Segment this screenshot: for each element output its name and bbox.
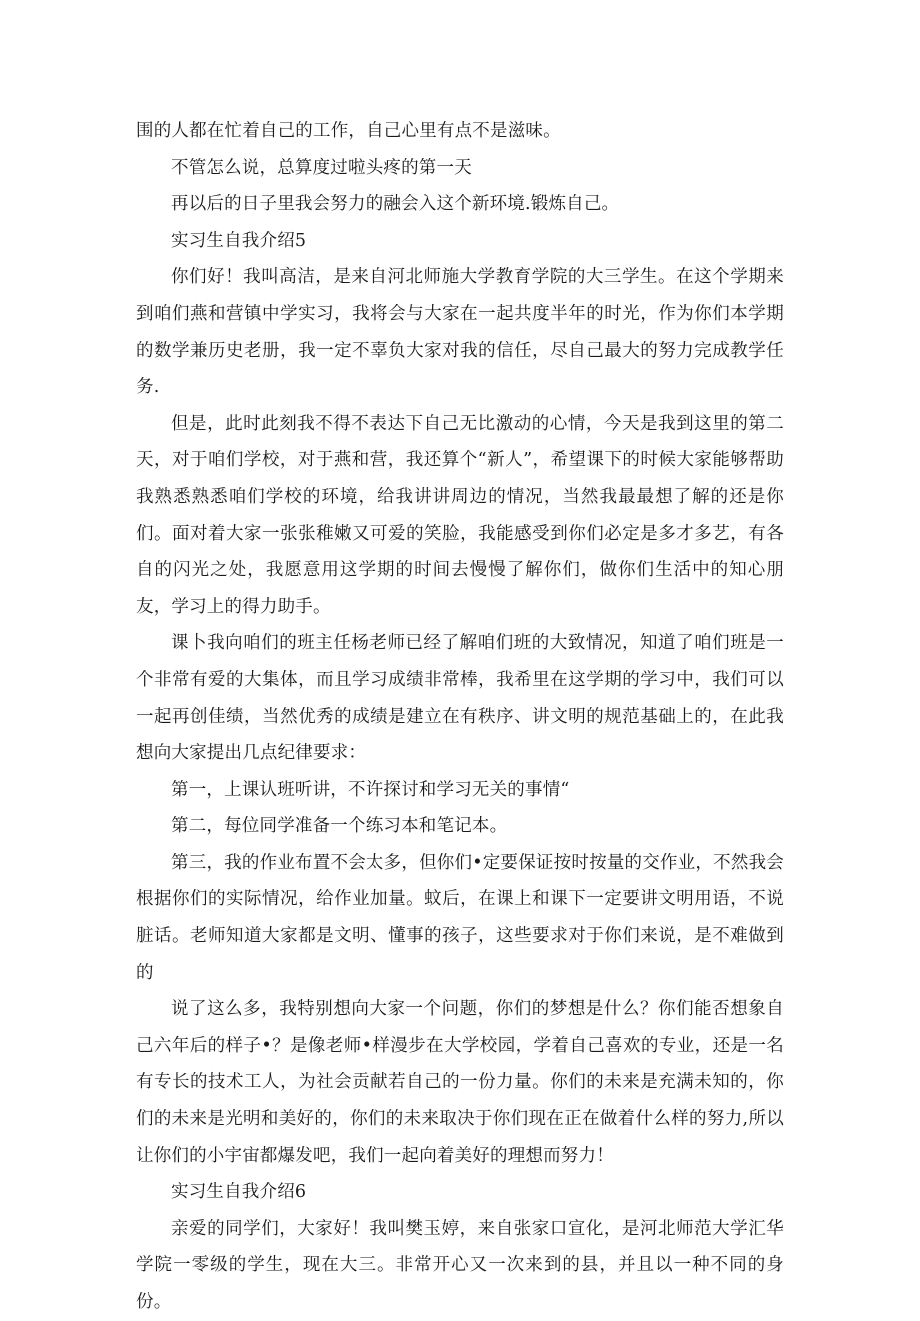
document-body (136, 113, 784, 1321)
paragraph: 不管怎么说，总算度过啦头疼的第一天 (171, 157, 472, 178)
section-heading-5: 实习生自我介绍5 (171, 230, 307, 251)
paragraph-continuation: 围的人都在忙着自己的工作，自己心里有点不是滋味。 (136, 121, 561, 141)
paragraph: 说了这么多，我特别想向大家一个问题，你们的梦想是什么？你们能否想象自己六年后的样子•？是像老师•样漫步在大学校园，学着自己喜欢的专业，还是一名有专长的技术工人，为社会贡献若自己的一份力量。你们的未来是充满未知的，你们的未来是光明和美好的，你们的未来取决于你们现在正在做着什么样的努力,所以让你们的小宇宙都爆发吧，我们一起向着美好的理想而努力！ (136, 999, 784, 1166)
paragraph: 第一，上课认班听讲，不许探讨和学习无关的事情“ (171, 779, 570, 800)
section-heading-6: 实习生自我介绍6 (171, 1182, 307, 1203)
paragraph: 但是，此时此刻我不得不表达下自己无比激动的心情，今天是我到这里的第二天，对于咱们学校，对于燕和营，我还算个“新人”，希望课下的时候大家能够帮助我熟悉熟悉咱们学校的环境，给我讲讲周边的情况，当然我最最想了解的还是你们。面对着大家一张张稚嫩又可爱的笑脸，我能感受到你们必定是多才多艺，有各自的闪光之处，我愿意用这学期的时间去慢慢了解你们，做你们生活中的知心朋友，学习上的得力助手。 (136, 413, 784, 617)
paragraph: 第三，我的作业布置不会太多，但你们•定要保证按时按量的交作业，不然我会根据你们的实际情况，给作业加量。蚊后，在课上和课下一定要讲文明用语，不说脏话。老师知道大家都是文明、懂事的孩子，这些要求对于你们来说，是不难做到的 (136, 852, 784, 983)
paragraph: 再以后的日子里我会努力的融会入这个新环境.锻炼自己。 (171, 194, 620, 215)
paragraph: 亲爱的同学们，大家好！我叫樊玉婷，来自张家口宣化，是河北师范大学汇华学院一零级的学生，现在大三。非常开心又一次来到的县，并且以一种不同的身份。 (136, 1218, 784, 1312)
paragraph: 你们好！我叫高洁，是来自河北师施大学教育学院的大三学生。在这个学期来到咱们燕和营镇中学实习，我将会与大家在一起共度半年的时光，作为你们本学期的数学兼历史老册，我一定不辜负大家对我的信任，尽自己最大的努力完成教学任务. (136, 267, 784, 398)
paragraph: 课卜我向咱们的班主任杨老师已经了解咱们班的大致情况，知道了咱们班是一个非常有爱的大集体，而且学习成绩非常棒，我希里在这学期的学习中，我们可以一起再创佳绩，当然优秀的成绩是建立在有秩序、讲文明的规范基础上的，在此我想向大家提出几点纪律要求： (136, 633, 784, 764)
paragraph: 第二，每位同学准备一个练习本和笔记本。 (171, 816, 508, 837)
